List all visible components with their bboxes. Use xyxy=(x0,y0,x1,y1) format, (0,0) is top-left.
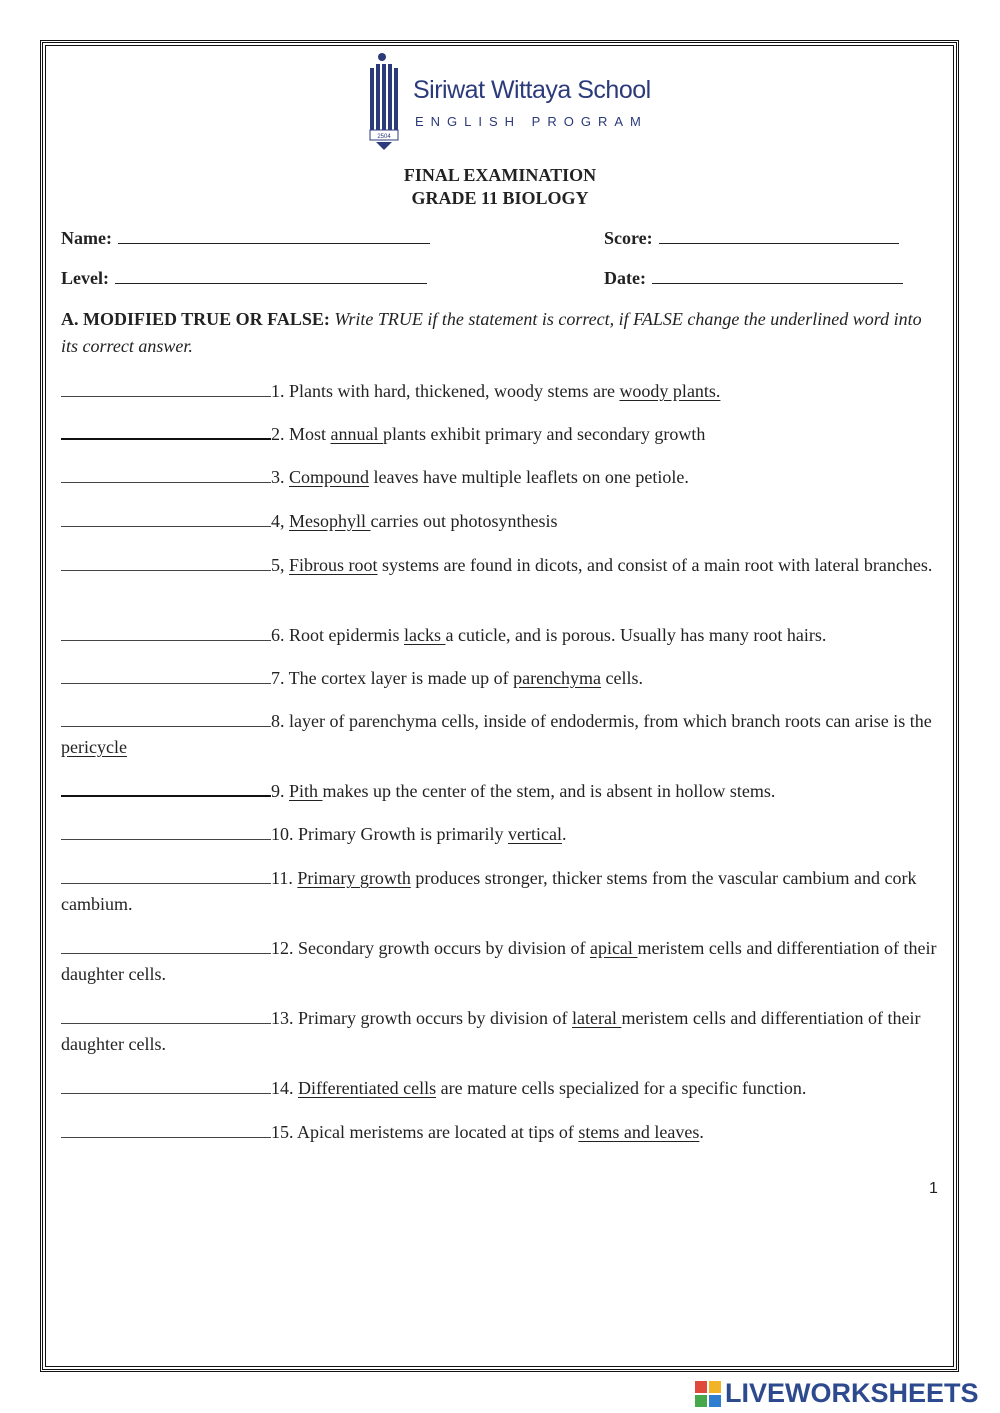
answer-blank[interactable] xyxy=(61,556,271,571)
question-text-end: leaves have multiple leaflets on one petiole. xyxy=(369,467,689,487)
question-text: 4, xyxy=(271,511,289,531)
answer-blank[interactable] xyxy=(61,669,271,684)
logo-year: 2504 xyxy=(377,134,391,140)
question-text-end: produces stronger, thicker stems from the vascular cambium and cork cambium. xyxy=(61,868,917,914)
question-text: 5, xyxy=(271,555,289,575)
question-text-end: systems are found in dicots, and consist of a main root with lateral branches. xyxy=(377,555,933,575)
question-item xyxy=(61,421,941,447)
date-field[interactable] xyxy=(604,268,903,289)
underlined-term: woody plants. xyxy=(619,381,721,401)
underlined-term: lateral xyxy=(571,1008,622,1028)
question-item xyxy=(61,1005,941,1057)
level-line[interactable] xyxy=(115,269,427,284)
underlined-term: vertical xyxy=(507,824,562,844)
question-text-end: carries out photosynthesis xyxy=(370,511,558,531)
answer-blank[interactable] xyxy=(61,781,271,797)
question-item xyxy=(61,708,941,760)
answer-blank[interactable] xyxy=(61,382,271,397)
question-item xyxy=(61,935,941,987)
section-a-instruction-text: Write TRUE if the statement is correct, if FALSE change the underlined word into its correct answer. xyxy=(61,309,922,356)
underlined-term: Pith xyxy=(289,781,323,801)
answer-blank[interactable] xyxy=(61,626,271,641)
answer-blank[interactable] xyxy=(61,939,271,954)
level-label: Level: xyxy=(61,268,109,288)
underlined-term: Differentiated cells xyxy=(298,1078,437,1098)
question-item xyxy=(61,464,941,490)
answer-blank[interactable] xyxy=(61,869,271,884)
school-name: Siriwat Wittaya School xyxy=(413,76,651,104)
section-a-heading: A. MODIFIED TRUE OR FALSE: xyxy=(61,309,330,329)
school-logo xyxy=(368,50,651,150)
question-text-end: a cuticle, and is porous. Usually has many root hairs. xyxy=(445,625,827,645)
score-label: Score: xyxy=(604,228,653,248)
question-text: 13. Primary growth occurs by division of xyxy=(271,1008,572,1028)
question-item xyxy=(61,865,941,917)
question-item xyxy=(61,552,941,578)
page-number: 1 xyxy=(929,1180,938,1197)
question-text: 8. layer of parenchyma cells, inside of endodermis, from which branch roots can arise is the xyxy=(271,711,932,731)
date-label: Date: xyxy=(604,268,646,288)
question-text: 2. Most xyxy=(271,424,331,444)
question-text: 3. xyxy=(271,467,289,487)
watermark-text: LIVEWORKSHEETS xyxy=(725,1378,979,1408)
underlined-term: Mesophyll xyxy=(289,511,371,531)
question-text: 12. Secondary growth occurs by division of xyxy=(271,938,590,958)
question-text: 10. Primary Growth is primarily xyxy=(271,824,508,844)
question-text-end: meristem cells and differentiation of their daughter cells. xyxy=(61,1008,921,1054)
underlined-term: Primary growth xyxy=(297,868,411,888)
section-a-instructions xyxy=(61,306,941,360)
question-text: 9. xyxy=(271,781,289,801)
question-text: 7. The cortex layer is made up of xyxy=(271,668,514,688)
liveworksheets-logo-icon xyxy=(695,1381,723,1409)
question-text: 14. xyxy=(271,1078,298,1098)
underlined-term: parenchyma xyxy=(513,668,602,688)
question-item xyxy=(61,508,941,534)
answer-blank[interactable] xyxy=(61,1123,271,1138)
answer-blank[interactable] xyxy=(61,1079,271,1094)
liveworksheets-watermark xyxy=(695,1378,995,1410)
underlined-term: annual xyxy=(330,424,383,444)
exam-title: FINAL EXAMINATION xyxy=(403,165,597,185)
answer-blank[interactable] xyxy=(61,468,271,483)
answer-blank[interactable] xyxy=(61,424,271,440)
underlined-term: lacks xyxy=(404,625,446,645)
question-item xyxy=(61,778,941,804)
underlined-term: pericycle xyxy=(61,737,127,757)
program-name: ENGLISH PROGRAM xyxy=(415,114,648,129)
score-field[interactable] xyxy=(604,228,899,249)
underlined-term: apical xyxy=(589,938,638,958)
question-text-end: meristem cells and differentiation of their daughter cells. xyxy=(61,938,937,984)
exam-subtitle: GRADE 11 BIOLOGY xyxy=(411,188,589,208)
question-text: 15. Apical meristems are located at tips of xyxy=(271,1122,579,1142)
question-text: 11. xyxy=(271,868,298,888)
date-line[interactable] xyxy=(652,269,903,284)
question-item xyxy=(61,821,941,847)
question-item xyxy=(61,378,941,404)
answer-blank[interactable] xyxy=(61,825,271,840)
question-text: 1. Plants with hard, thickened, woody stems are xyxy=(271,381,620,401)
answer-blank[interactable] xyxy=(61,712,271,727)
underlined-term: stems and leaves xyxy=(578,1122,700,1142)
question-item xyxy=(61,622,941,648)
name-field[interactable] xyxy=(61,228,430,249)
answer-blank[interactable] xyxy=(61,1009,271,1024)
underlined-term: Fibrous root xyxy=(289,555,378,575)
pencil-emblem-icon xyxy=(368,50,408,150)
question-item xyxy=(61,665,941,691)
score-line[interactable] xyxy=(659,229,899,244)
name-label: Name: xyxy=(61,228,112,248)
question-item xyxy=(61,1075,941,1101)
question-item xyxy=(61,1119,941,1145)
question-text-end: . xyxy=(699,1122,704,1142)
question-text-end: are mature cells specialized for a specific function. xyxy=(436,1078,807,1098)
question-text-end: cells. xyxy=(601,668,644,688)
question-text-end: plants exhibit primary and secondary growth xyxy=(383,424,706,444)
question-text-end: . xyxy=(561,824,567,844)
question-text: 6. Root epidermis xyxy=(271,625,404,645)
answer-blank[interactable] xyxy=(61,512,271,527)
question-text-end: makes up the center of the stem, and is absent in hollow stems. xyxy=(322,781,776,801)
name-line[interactable] xyxy=(118,229,430,244)
underlined-term: Compound xyxy=(289,467,370,487)
level-field[interactable] xyxy=(61,268,427,289)
